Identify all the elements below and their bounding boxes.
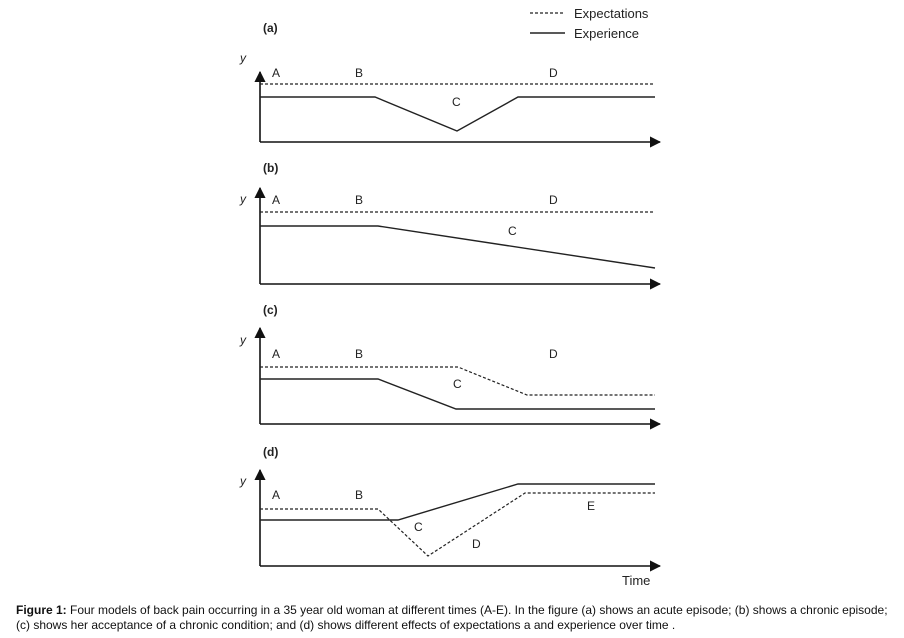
panel-c: [239, 303, 660, 424]
panel-d-phase-c: C: [414, 520, 423, 534]
panel-b: [239, 161, 660, 284]
panel-d-experience-line: [260, 484, 655, 520]
caption-text: Four models of back pain occurring in a 35 year old woman at different times (A-E). In the figure (a) shows an acute episode; (b) shows a chronic episode; (c) shows her acceptance of a chronic condition; and (d) shows different effects of expectations a and experience over time .: [16, 603, 888, 632]
panel-b-experience-line: [260, 226, 655, 268]
panel-d-phase-b: B: [355, 488, 364, 502]
panel-c-label: (c): [263, 303, 278, 317]
panel-a-phase-a: A: [272, 66, 281, 80]
panel-a-label: (a): [263, 21, 278, 35]
panel-c-phase-b: B: [355, 347, 364, 361]
panel-b-phase-a: A: [272, 193, 281, 207]
panel-b-phase-c: C: [508, 224, 517, 238]
panel-c-phase-c: C: [453, 377, 462, 391]
panel-c-phase-d: D: [549, 347, 558, 361]
caption-prefix: Figure 1:: [16, 603, 67, 617]
panel-d-phase-e: E: [587, 499, 596, 513]
panel-d: [239, 445, 660, 566]
figure-caption: [16, 603, 896, 633]
legend-expectations: Expectations: [574, 6, 649, 21]
panel-a-y-label: y: [240, 51, 246, 65]
x-axis-time-label: Time: [622, 573, 651, 588]
panel-b-y-label: y: [240, 192, 246, 206]
panel-c-y-label: y: [240, 333, 246, 347]
legend-experience: Experience: [574, 26, 640, 41]
panel-a-phase-d: D: [549, 66, 558, 80]
panel-d-phase-a: A: [272, 488, 281, 502]
panel-d-y-label: y: [240, 474, 246, 488]
panel-d-phase-d: D: [472, 537, 481, 551]
panel-b-phase-d: D: [549, 193, 558, 207]
legend: [530, 6, 649, 41]
panel-a-phase-b: B: [355, 66, 364, 80]
panel-b-label: (b): [263, 161, 279, 175]
panel-b-phase-b: B: [355, 193, 364, 207]
panel-d-label: (d): [263, 445, 279, 459]
panel-a-phase-c: C: [452, 95, 461, 109]
panel-c-phase-a: A: [272, 347, 281, 361]
